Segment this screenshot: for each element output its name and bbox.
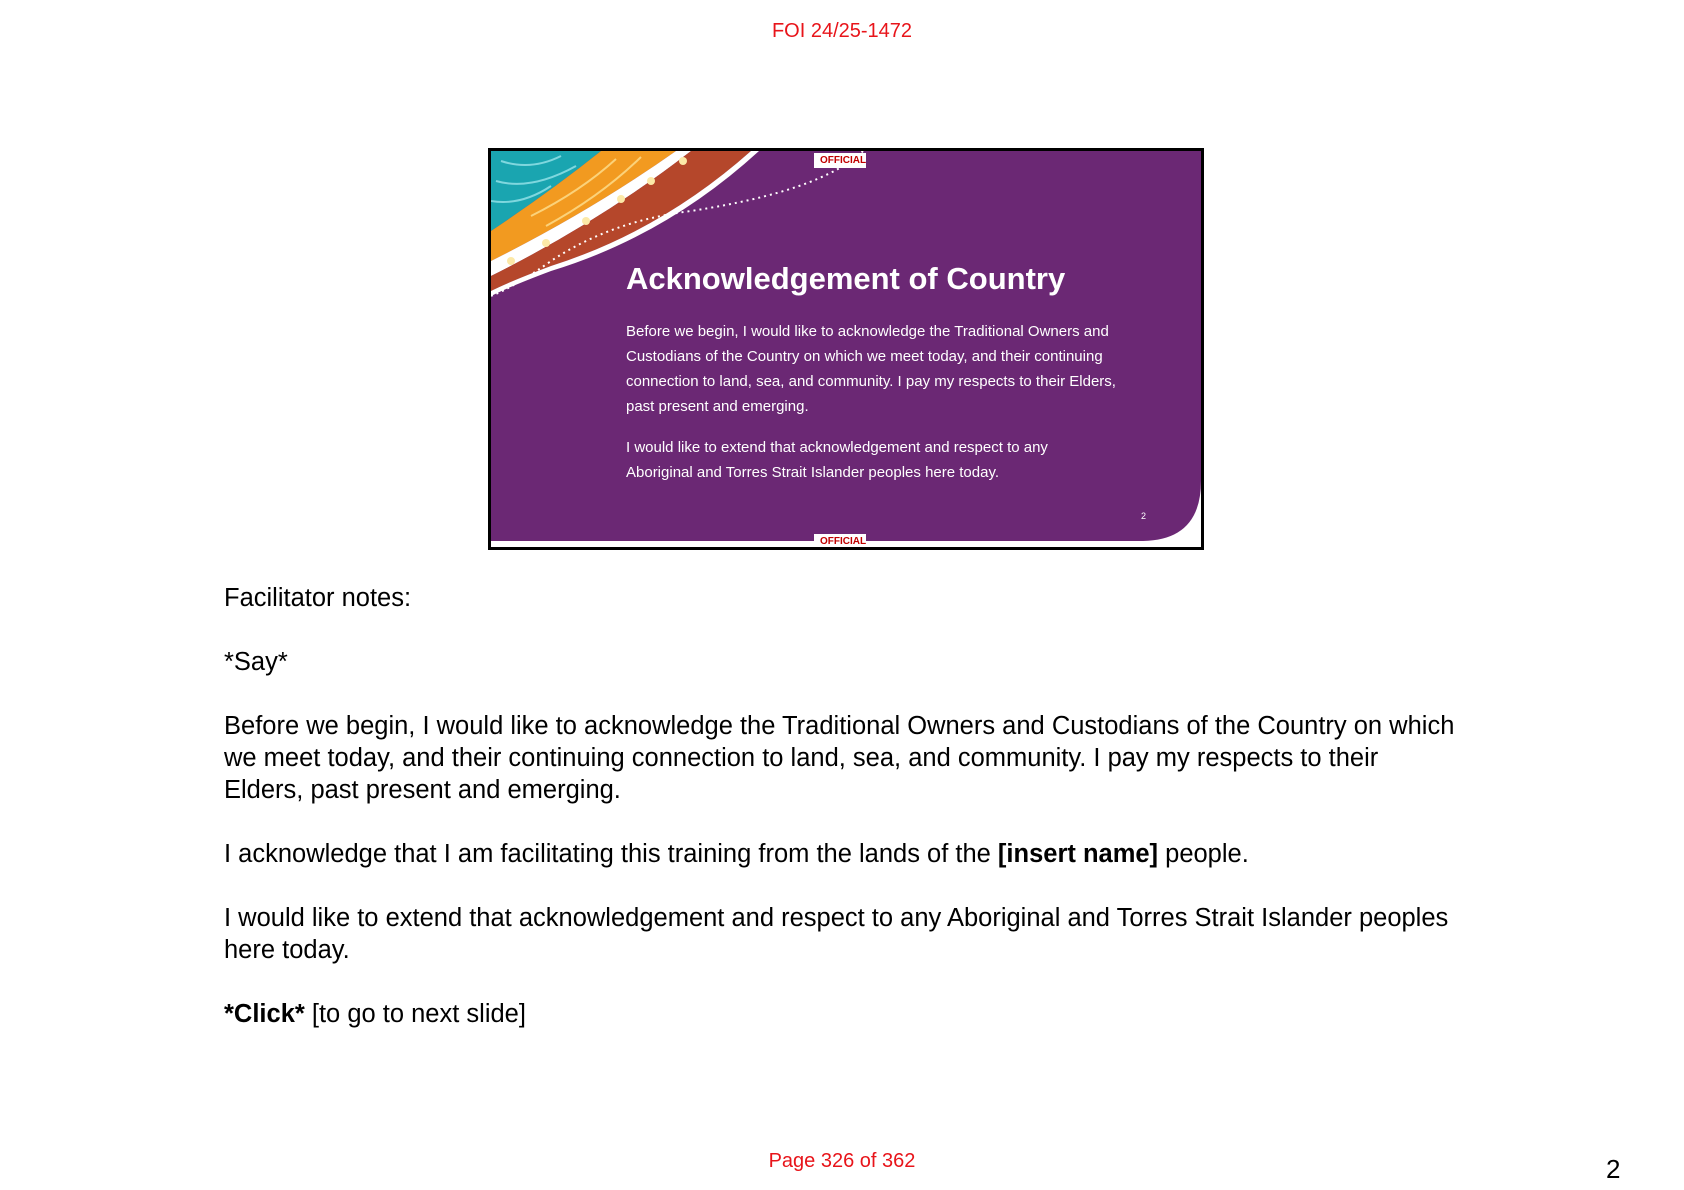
say-cue: *Say* <box>224 648 288 676</box>
slide-paragraph-1: Before we begin, I would like to acknowledge the Traditional Owners and Custodians of the Country on which we meet today, and their continuing connection to land, sea, and community. I pay my respects to their Elders, past present and emerging. <box>626 323 1116 415</box>
slide-number: 2 <box>1141 511 1147 521</box>
slide-title: Acknowledgement of Country <box>626 261 1066 296</box>
notes-paragraph-2 <box>224 838 1464 870</box>
slide-thumbnail <box>488 148 1204 550</box>
notes-paragraph-2-text: I acknowledge that I am facilitating this training from the lands of the <box>224 840 998 868</box>
notes-paragraph-3: I would like to extend that acknowledgement and respect to any Aboriginal and Torres Strait Islander peoples here today. <box>224 904 1449 964</box>
click-instruction <box>224 998 1464 1030</box>
official-label-bottom: OFFICIAL <box>814 534 866 549</box>
page-label: Page 326 of 362 <box>768 1150 916 1172</box>
page-number: 2 <box>1606 1154 1621 1184</box>
slide-paragraph-2: I would like to extend that acknowledgement and respect to any Aboriginal and Torres Strait Islander peoples here today. <box>626 439 1048 481</box>
official-label-top: OFFICIAL <box>814 153 866 168</box>
click-instruction-text: [to go to next slide] <box>304 1000 526 1028</box>
facilitator-notes-heading: Facilitator notes: <box>224 584 412 612</box>
notes-paragraph-2-end: people. <box>1158 840 1249 868</box>
foi-reference: FOI 24/25-1472 <box>771 20 913 42</box>
click-cue: *Click* <box>224 1000 305 1028</box>
notes-paragraph-1: Before we begin, I would like to acknowledge the Traditional Owners and Custodians of the Country on which we meet today, and their continuing connection to land, sea, and community. I pay my respects to their Elders, past present and emerging. <box>224 712 1455 804</box>
insert-name-placeholder: [insert name] <box>997 840 1159 868</box>
